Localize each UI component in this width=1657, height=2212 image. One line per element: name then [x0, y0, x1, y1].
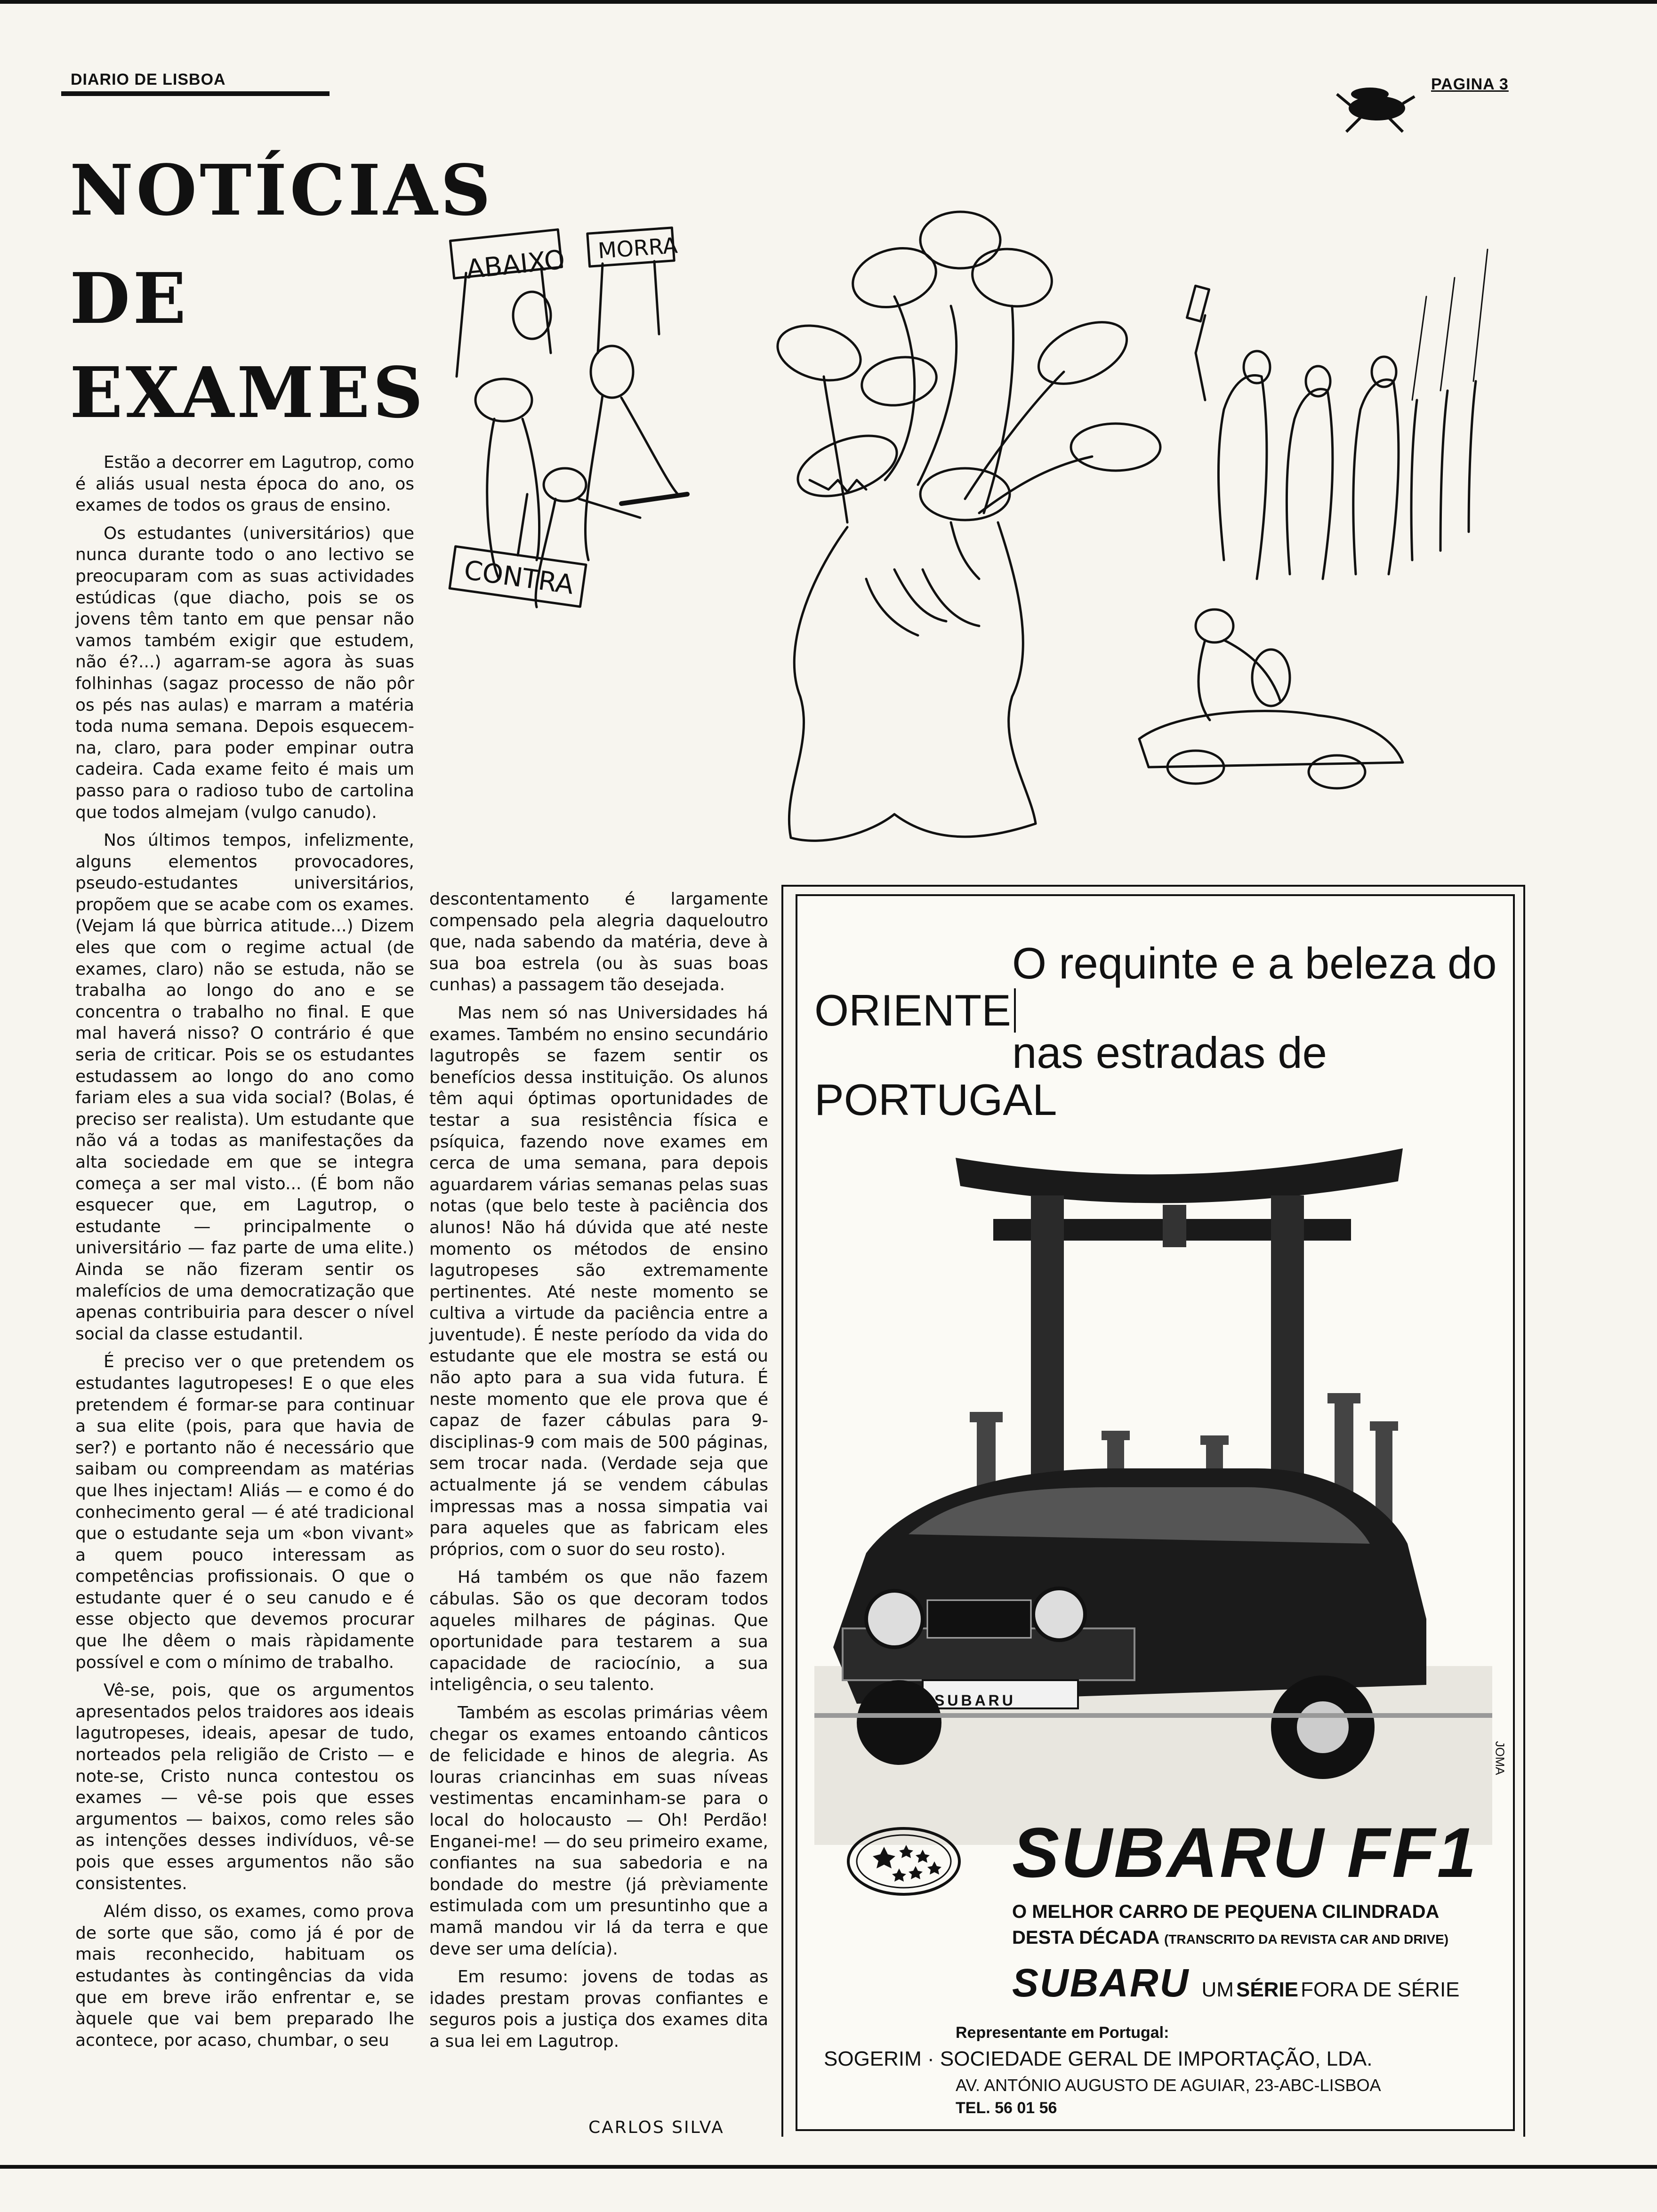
ad-headline-4: PORTUGAL: [814, 1075, 1057, 1124]
article-column-2: [429, 889, 768, 2059]
headline-line-1: NOTÍCIAS: [70, 149, 494, 231]
top-rule: [0, 0, 1657, 4]
ad-slogan-b: SÉRIE: [1236, 1978, 1299, 2001]
paragraph: Além disso, os exames, como prova de sorte que são, como já é por de mais reconhecido, habituam os estudantes às contingências da vida que em breve irão enfrentar e, se àquele que vai bem preparado lhe acontece, por acaso, chumbar, o seu: [75, 1902, 414, 2050]
fly-icon: [1332, 80, 1417, 141]
paragraph: descontentamento é largamente compensado pela alegria daqueloutro que, nada sabendo da matéria, deve à sua boa estrela (ou às suas boas cunhas) a passagem tão desejada.: [429, 890, 768, 995]
paragraph: É preciso ver o que pretendem os estudantes lagutropeses! E o que eles pretendem é formar-se para continuar a sua elite (pois, para que havia de ser?) e portanto não é necessário que saibam ou compreendam as matérias que lhes injectam! Aliás — e como é do conhecimento geral — é até tradicional que o estudante seja um «bon vivant» a quem pouco interessam as competências profissionais. O que o estudante quer é o seu canudo e é esse objecto que devemos procurar que lhe dêem o mais ràpidamente possível e com o mínimo de trabalho.: [75, 1352, 414, 1672]
masthead: DIARIO DE LISBOA: [71, 71, 226, 88]
cartoon-sign-2: MORRA: [597, 232, 679, 264]
torii-gate-photo: [814, 1130, 1492, 1845]
ad-slogan: [1012, 1960, 1460, 2006]
ad-tagline-1: O MELHOR CARRO DE PEQUENA CILINDRADA: [1012, 1901, 1440, 1922]
article-column-1: [75, 452, 414, 2058]
ad-tagline-2: [1012, 1927, 1448, 1948]
page-label: PAGINA 3: [1431, 75, 1509, 93]
byline: CARLOS SILVA: [588, 2118, 724, 2137]
cartoon-illustration: [424, 155, 1516, 871]
ad-slogan-c: FORA DE SÉRIE: [1301, 1978, 1460, 2001]
ad-slogan-a: UM: [1201, 1978, 1234, 2001]
ad-tagline-2-source: (TRANSCRITO DA REVISTA CAR AND DRIVE): [1164, 1932, 1449, 1947]
paragraph: Estão a decorrer em Lagutrop, como é aliás usual nesta época do ano, os exames de todos os graus de ensino.: [75, 453, 414, 515]
cartoon-signature: JOMA: [1493, 1741, 1507, 1775]
paragraph: Os estudantes (universitários) que nunca durante todo o ano lectivo se preocuparam com as suas actividades estúdicas (que diacho, pois se os jovens têm tanto em que pensar não vamos também exigir que estudem, não é?...) agarram-se agora às suas folhinhas (sagaz processo de não pôr os pés nas aulas) e marram a matéria toda numa semana. Depois esquecem-na, claro, para poder empinar outra cadeira. Cada exame feito é mais um passo para o radioso tubo de cartolina que todos almejam (vulgo canudo).: [75, 523, 414, 822]
paragraph: Também as escolas primárias vêem chegar os exames entoando cânticos de felicidade e hinos de alegria. As louras criancinhas em suas níveas vestimentas encaminham-se para o local do holocausto — Oh! Perdão! Enganei-me! — do seu primeiro exame, confiantes na sua sabedoria e na bondade do mestre (já prèviamente estimulada com um presuntinho que a mamã mandou vir lá da terra e que deve ser uma delícia).: [429, 1703, 768, 1959]
ad-rep-phone: TEL. 56 01 56: [956, 2099, 1057, 2117]
ad-rep-name-a: SOGERIM: [824, 2047, 922, 2070]
ad-outer-rule-left: [781, 885, 783, 2137]
headline-line-2: DE: [70, 257, 189, 339]
ad-headline-3: nas estradas de: [1012, 1028, 1327, 1077]
car-license-plate: SUBARU: [934, 1692, 1016, 1709]
paragraph: Em resumo: jovens de todas as idades prestam provas confiantes e seguros pois a justiça dos exames dita a sua lei em Lagutrop.: [429, 1967, 768, 2051]
ad-rep-name: [824, 2047, 1372, 2071]
ad-headline-2: ORIENTE: [814, 988, 1016, 1033]
paragraph: Mas nem só nas Universidades há exames. Também no ensino secundário lagutropês se fazem sentir os benefícios dessa instituição. Os alunos têm aqui óptimas oportunidades de testar a sua resistência física e psíquica, fazendo nove exames em cerca de uma semana, para depois aguardarem várias semanas pelas suas notas (que belo teste à paciência dos alunos! Não há dúvida que até neste momento os métodos de ensino lagutropeses são extremamente pertinentes. Até neste momento se cultiva a virtude da paciência entre a juventude). É neste período da vida do estudante que ele mostra se está ou não apto para a sua vida futura. É neste momento que ele prova que é capaz de fazer cábulas para 9-disciplinas-9 com mais de 500 páginas, sem trocar nada. (Verdade seja que actualmente já se vendem cábulas impressas mas a nossa simpatia vai para aqueles que as fabricam eles próprios, com o suor do seu rosto).: [429, 1003, 768, 1559]
cartoon-sign-3: CONTRA: [462, 555, 576, 601]
paragraph: Há também os que não fazem cábulas. São os que decoram todos aqueles milhares de páginas. Que oportunidade para testarem a sua capacidade de raciocínio, a sua inteligência, o seu talento.: [429, 1568, 768, 1695]
ad-headline-1: O requinte e a beleza do: [1012, 938, 1497, 988]
paragraph: Vê-se, pois, que os argumentos apresentados pelos traidores aos ideais lagutropeses, ideais, apesar de tudo, norteados pela religião de Cristo — e note-se, Cristo nunca contestou os exames — vê-se pois que esses argumentos — baixos, como reles são as intenções desses indivíduos, vê-se pois que esses argumentos não são consistentes.: [75, 1681, 414, 1893]
masthead-rule: [61, 91, 330, 96]
cartoon-sign-1: ABAIXO: [465, 244, 567, 285]
ad-brand-small: SUBARU: [1012, 1961, 1190, 2005]
subaru-emblem-icon: [843, 1821, 965, 1901]
ad-outer-rule-right: [1523, 885, 1525, 2137]
ad-rep-name-b: SOCIEDADE GERAL DE IMPORTAÇÃO, LDA.: [940, 2047, 1373, 2070]
ad-rep-address: AV. ANTÓNIO AUGUSTO DE AGUIAR, 23-ABC-LISBOA: [956, 2076, 1381, 2095]
ad-tagline-2-main: DESTA DÉCADA: [1012, 1927, 1159, 1948]
bottom-rule: [0, 2165, 1657, 2169]
headline-line-3: EXAMES: [70, 352, 426, 433]
ad-outer-rule-top: [781, 885, 1525, 887]
ad-brand: SUBARU FF1: [1012, 1813, 1479, 1892]
ad-rep-label: Representante em Portugal:: [956, 2024, 1169, 2042]
paragraph: Nos últimos tempos, infelizmente, alguns elementos provocadores, pseudo-estudantes universitários, propõem que se acabe com os exames. (Vejam lá que bùrrica atitude...) Dizem eles que com o regime actual (de exames, claro) não se estuda, não se trabalha ao longo do ano e se concentra o trabalho no final. E que mal haverá nisso? O contrário é que seria de criticar. Pois se os estudantes estudassem ao longo do ano como fariam eles a sua vida social? (Bolas, é preciso ser realista). Um estudante que não vá a todas as manifestações da alta sociedade em que se integra começa a ser mal visto... (É bom não esquecer que, em Lagutrop, o estudante — principalmente o universitário — faz parte de uma elite.) Ainda se não fizeram sentir os malefícios de uma democratização que apenas contribuiria para descer o nível social da classe estudantil.: [75, 831, 414, 1344]
ad-rep-separator: ·: [927, 2047, 934, 2070]
